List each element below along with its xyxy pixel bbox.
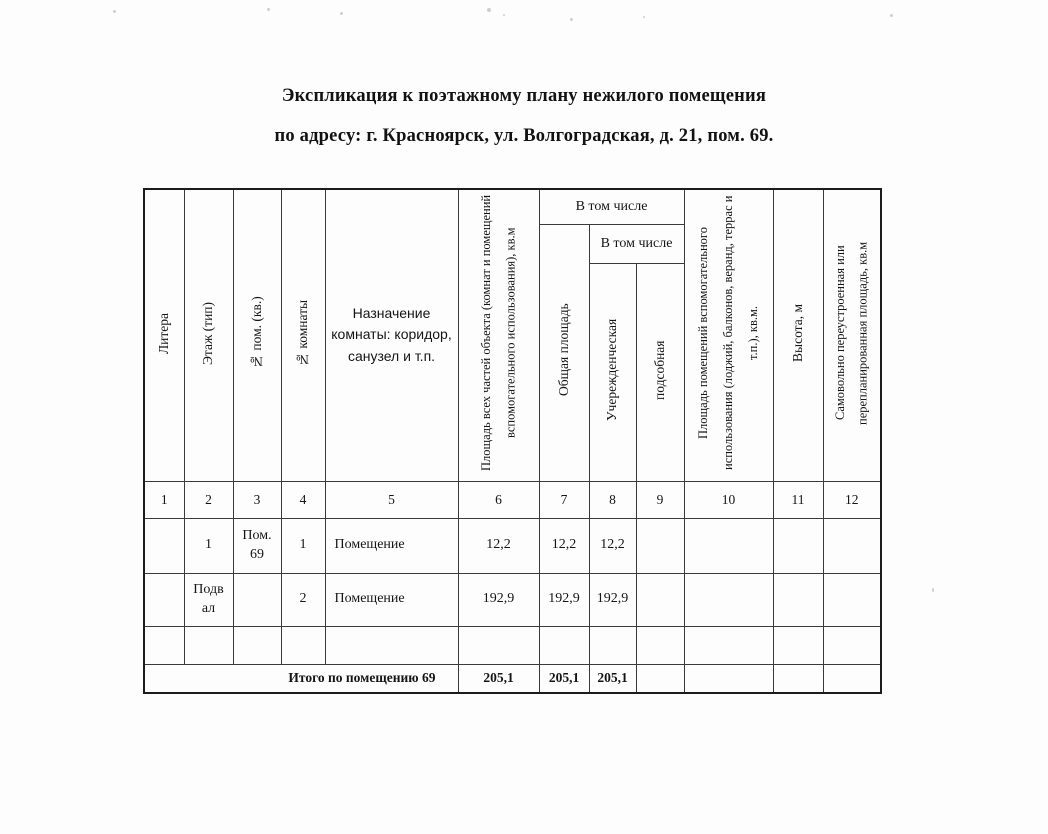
header-vspom bbox=[684, 189, 773, 481]
header-naznachenie-label: Назначение комнаты: коридор, санузел и т.п. bbox=[331, 304, 452, 365]
cell-r3-uchrezhdencheskaya bbox=[589, 626, 636, 664]
scan-speck bbox=[487, 8, 491, 12]
cell-r2-uchrezhdencheskaya: 192,9 bbox=[589, 573, 636, 626]
total-vspom bbox=[684, 664, 773, 693]
cell-r1-komnata: 1 bbox=[281, 518, 325, 573]
cell-r1-obshaya: 12,2 bbox=[539, 518, 589, 573]
header-ploshad-vseh-label: Площадь всех частей объекта (комнат и помещений вспомогательного использования), кв.м bbox=[479, 194, 518, 471]
header-samovolno bbox=[823, 189, 881, 481]
cell-r1-litera bbox=[144, 518, 184, 573]
cell-r3-vspom bbox=[684, 626, 773, 664]
cell-r1-pom: Пом. 69 bbox=[233, 518, 281, 573]
cell-r1-vspom bbox=[684, 518, 773, 573]
cell-r2-komnata: 2 bbox=[281, 573, 325, 626]
header-naznachenie bbox=[325, 189, 458, 481]
cell-r3-litera bbox=[144, 626, 184, 664]
colnum-3: 3 bbox=[233, 481, 281, 518]
cell-r2-obshaya: 192,9 bbox=[539, 573, 589, 626]
header-group-v-tom-chisle-1 bbox=[539, 189, 684, 224]
cell-r1-uchrezhdencheskaya: 12,2 bbox=[589, 518, 636, 573]
cell-r1-ploshad-vseh: 12,2 bbox=[458, 518, 539, 573]
header-litera bbox=[144, 189, 184, 481]
cell-r3-komnata bbox=[281, 626, 325, 664]
table-row bbox=[144, 573, 881, 626]
total-vysota bbox=[773, 664, 823, 693]
cell-r1-etazh: 1 bbox=[184, 518, 233, 573]
total-label: Итого по помещению 69 bbox=[144, 664, 458, 693]
header-group-v-tom-chisle-2 bbox=[589, 224, 684, 263]
explication-table bbox=[143, 188, 882, 694]
colnum-2: 2 bbox=[184, 481, 233, 518]
title-line-2: по адресу: г. Красноярск, ул. Волгоградская, д. 21, пом. 69. bbox=[274, 126, 774, 146]
cell-r1-samovolno bbox=[823, 518, 881, 573]
cell-r2-litera bbox=[144, 573, 184, 626]
document-title bbox=[0, 76, 1048, 156]
cell-r2-vysota bbox=[773, 573, 823, 626]
header-row-1 bbox=[144, 189, 881, 224]
title-line-1: Экспликация к поэтажному плану нежилого помещения bbox=[281, 86, 767, 106]
cell-r2-etazh: Подвал bbox=[184, 573, 233, 626]
cell-r2-podsobnaya bbox=[636, 573, 684, 626]
total-obshaya: 205,1 bbox=[539, 664, 589, 693]
total-ploshad-vseh: 205,1 bbox=[458, 664, 539, 693]
colnum-6: 6 bbox=[458, 481, 539, 518]
cell-r2-naznachenie: Помещение bbox=[325, 573, 458, 626]
colnum-7: 7 bbox=[539, 481, 589, 518]
header-obshaya bbox=[539, 224, 589, 481]
scan-speck bbox=[890, 14, 893, 17]
header-vysota bbox=[773, 189, 823, 481]
colnum-1: 1 bbox=[144, 481, 184, 518]
header-uchrezhdencheskaya-label: Учережденческая bbox=[604, 318, 620, 421]
colnum-11: 11 bbox=[773, 481, 823, 518]
total-row bbox=[144, 664, 881, 693]
total-uchrezhdencheskaya: 205,1 bbox=[589, 664, 636, 693]
cell-r2-vspom bbox=[684, 573, 773, 626]
cell-r3-podsobnaya bbox=[636, 626, 684, 664]
cell-r3-pom bbox=[233, 626, 281, 664]
header-komnata bbox=[281, 189, 325, 481]
total-samovolno bbox=[823, 664, 881, 693]
header-etazh bbox=[184, 189, 233, 481]
cell-r3-vysota bbox=[773, 626, 823, 664]
table-row-empty bbox=[144, 626, 881, 664]
cell-r3-naznachenie bbox=[325, 626, 458, 664]
header-obshaya-label: Общая площадь bbox=[555, 303, 571, 397]
scan-speck bbox=[932, 588, 934, 592]
cell-r2-ploshad-vseh: 192,9 bbox=[458, 573, 539, 626]
header-pom bbox=[233, 189, 281, 481]
cell-r3-ploshad-vseh bbox=[458, 626, 539, 664]
cell-r2-samovolno bbox=[823, 573, 881, 626]
cell-r1-vysota bbox=[773, 518, 823, 573]
cell-r1-podsobnaya bbox=[636, 518, 684, 573]
colnum-4: 4 bbox=[281, 481, 325, 518]
header-ploshad-vseh bbox=[458, 189, 539, 481]
header-vysota-label: Высота, м bbox=[789, 303, 805, 362]
column-number-row bbox=[144, 481, 881, 518]
header-podsobnaya bbox=[636, 263, 684, 481]
header-etazh-label: Этаж (тип) bbox=[200, 301, 216, 365]
scan-speck bbox=[113, 10, 116, 13]
cell-r3-samovolno bbox=[823, 626, 881, 664]
header-group-2-label: В том числе bbox=[600, 235, 673, 251]
colnum-9: 9 bbox=[636, 481, 684, 518]
table-row bbox=[144, 518, 881, 573]
header-pom-label: № пом. (кв.) bbox=[248, 296, 264, 370]
colnum-8: 8 bbox=[589, 481, 636, 518]
header-vspom-label: Площадь помещений вспомогательного использования (лоджий, балконов, веранд, террас и т.п.), кв.м. bbox=[696, 195, 761, 470]
cell-r3-etazh bbox=[184, 626, 233, 664]
header-uchrezhdencheskaya bbox=[589, 263, 636, 481]
colnum-10: 10 bbox=[684, 481, 773, 518]
total-podsobnaya bbox=[636, 664, 684, 693]
cell-r2-pom bbox=[233, 573, 281, 626]
scan-speck bbox=[643, 16, 645, 18]
header-litera-label: Литера bbox=[155, 312, 171, 354]
header-samovolno-label: Самовольно переустроенная или перепланированная площадь, кв.м bbox=[833, 241, 870, 425]
cell-r1-naznachenie: Помещение bbox=[325, 518, 458, 573]
colnum-5: 5 bbox=[325, 481, 458, 518]
colnum-12: 12 bbox=[823, 481, 881, 518]
header-komnata-label: № комнаты bbox=[294, 299, 310, 367]
scan-speck bbox=[503, 14, 505, 16]
header-group-1-label: В том числе bbox=[575, 198, 648, 214]
header-podsobnaya-label: подсобная bbox=[651, 339, 667, 400]
scan-speck bbox=[570, 18, 573, 21]
scan-speck bbox=[267, 8, 270, 11]
cell-r3-obshaya bbox=[539, 626, 589, 664]
scan-speck bbox=[340, 12, 343, 15]
